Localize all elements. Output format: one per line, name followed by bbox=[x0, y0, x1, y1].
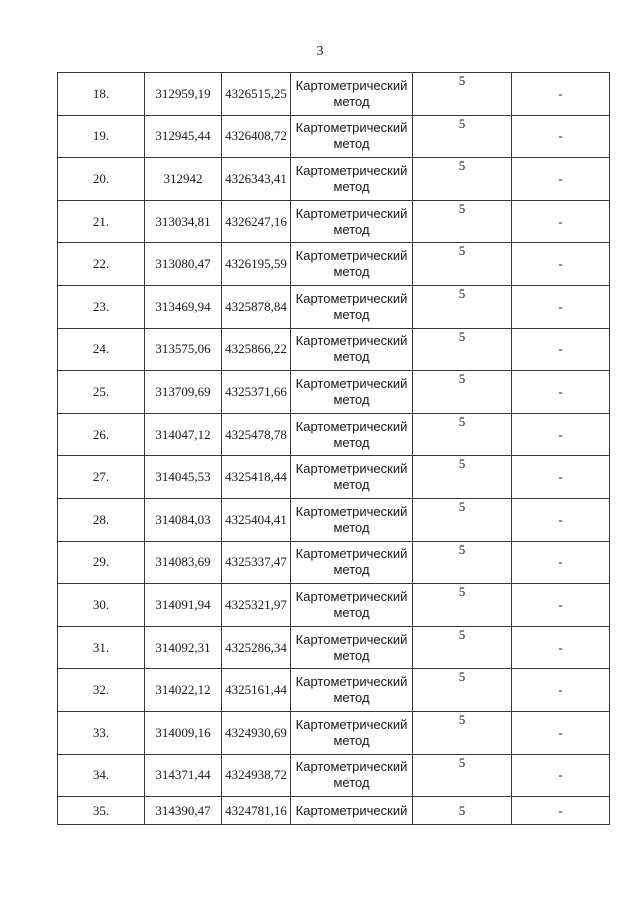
method-line-1: Картометрический bbox=[295, 120, 408, 136]
x-coordinate-cell: 313469,94 bbox=[145, 285, 222, 328]
accuracy-cell: 5 bbox=[413, 73, 512, 116]
y-coordinate-cell: 4326247,16 bbox=[222, 200, 291, 243]
point-number-cell: 23. bbox=[58, 285, 145, 328]
point-number-cell: 29. bbox=[58, 541, 145, 584]
method-cell bbox=[291, 73, 413, 116]
method-cell bbox=[291, 413, 413, 456]
point-number-cell: 21. bbox=[58, 200, 145, 243]
method-cell bbox=[291, 328, 413, 371]
y-coordinate-cell: 4325321,97 bbox=[222, 584, 291, 627]
accuracy-cell: 5 bbox=[413, 328, 512, 371]
point-number-cell: 30. bbox=[58, 584, 145, 627]
table-row bbox=[58, 711, 610, 754]
x-coordinate-cell: 314390,47 bbox=[145, 797, 222, 825]
x-coordinate-cell: 313034,81 bbox=[145, 200, 222, 243]
y-coordinate-cell: 4325866,22 bbox=[222, 328, 291, 371]
y-coordinate-cell: 4325418,44 bbox=[222, 456, 291, 499]
x-coordinate-cell: 312959,19 bbox=[145, 73, 222, 116]
method-line-1: Картометрический bbox=[295, 375, 408, 391]
method-line-2: метод bbox=[333, 391, 370, 407]
x-coordinate-cell: 312945,44 bbox=[145, 115, 222, 158]
accuracy-cell: 5 bbox=[413, 200, 512, 243]
method-line-1: Картометрический bbox=[295, 77, 408, 93]
point-number-cell: 26. bbox=[58, 413, 145, 456]
table-row bbox=[58, 413, 610, 456]
note-cell: - bbox=[512, 158, 610, 201]
x-coordinate-cell: 313709,69 bbox=[145, 371, 222, 414]
table-row bbox=[58, 456, 610, 499]
method-line-1: Картометрический bbox=[295, 588, 408, 604]
y-coordinate-cell: 4325404,41 bbox=[222, 498, 291, 541]
accuracy-cell: 5 bbox=[413, 584, 512, 627]
point-number-cell: 33. bbox=[58, 711, 145, 754]
note-cell: - bbox=[512, 115, 610, 158]
note-cell: - bbox=[512, 797, 610, 825]
accuracy-cell: 5 bbox=[413, 158, 512, 201]
note-cell: - bbox=[512, 456, 610, 499]
note-cell: - bbox=[512, 200, 610, 243]
x-coordinate-cell: 314083,69 bbox=[145, 541, 222, 584]
note-cell: - bbox=[512, 626, 610, 669]
y-coordinate-cell: 4325878,84 bbox=[222, 285, 291, 328]
note-cell: - bbox=[512, 711, 610, 754]
point-number-cell: 25. bbox=[58, 371, 145, 414]
accuracy-cell: 5 bbox=[413, 243, 512, 286]
accuracy-cell: 5 bbox=[413, 669, 512, 712]
method-cell bbox=[291, 456, 413, 499]
method-line-1: Картометрический bbox=[295, 674, 408, 690]
point-number-cell: 32. bbox=[58, 669, 145, 712]
accuracy-cell: 5 bbox=[413, 541, 512, 584]
method-cell bbox=[291, 158, 413, 201]
y-coordinate-cell: 4325286,34 bbox=[222, 626, 291, 669]
coordinates-table bbox=[57, 72, 610, 825]
note-cell: - bbox=[512, 498, 610, 541]
x-coordinate-cell: 314091,94 bbox=[145, 584, 222, 627]
method-cell bbox=[291, 285, 413, 328]
table-row bbox=[58, 285, 610, 328]
method-line-1: Картометрический bbox=[295, 205, 408, 221]
table-row bbox=[58, 243, 610, 286]
x-coordinate-cell: 313080,47 bbox=[145, 243, 222, 286]
y-coordinate-cell: 4324938,72 bbox=[222, 754, 291, 797]
method-line-2: метод bbox=[333, 732, 370, 748]
accuracy-cell: 5 bbox=[413, 115, 512, 158]
method-line-2: метод bbox=[333, 93, 370, 109]
y-coordinate-cell: 4325371,66 bbox=[222, 371, 291, 414]
method-line-2: метод bbox=[333, 178, 370, 194]
x-coordinate-cell: 314009,16 bbox=[145, 711, 222, 754]
method-cell bbox=[291, 797, 413, 825]
point-number-cell: 18. bbox=[58, 73, 145, 116]
y-coordinate-cell: 4325478,78 bbox=[222, 413, 291, 456]
method-line-2: метод bbox=[333, 604, 370, 620]
method-line-2: метод bbox=[333, 136, 370, 152]
accuracy-cell: 5 bbox=[413, 711, 512, 754]
point-number-cell: 24. bbox=[58, 328, 145, 371]
note-cell: - bbox=[512, 285, 610, 328]
table-row bbox=[58, 754, 610, 797]
table-row bbox=[58, 73, 610, 116]
method-line-1: Картометрический bbox=[295, 716, 408, 732]
accuracy-cell: 5 bbox=[413, 498, 512, 541]
method-line-1: Картометрический bbox=[295, 802, 408, 818]
note-cell: - bbox=[512, 541, 610, 584]
point-number-cell: 31. bbox=[58, 626, 145, 669]
y-coordinate-cell: 4326408,72 bbox=[222, 115, 291, 158]
method-line-2: метод bbox=[333, 349, 370, 365]
page-number: 3 bbox=[316, 44, 324, 59]
method-cell bbox=[291, 711, 413, 754]
accuracy-cell: 5 bbox=[413, 285, 512, 328]
accuracy-cell: 5 bbox=[413, 456, 512, 499]
method-cell bbox=[291, 115, 413, 158]
x-coordinate-cell: 314022,12 bbox=[145, 669, 222, 712]
accuracy-cell: 5 bbox=[413, 413, 512, 456]
table-row bbox=[58, 371, 610, 414]
accuracy-cell: 5 bbox=[413, 754, 512, 797]
note-cell: - bbox=[512, 371, 610, 414]
method-cell bbox=[291, 754, 413, 797]
table-row bbox=[58, 584, 610, 627]
method-line-1: Картометрический bbox=[295, 418, 408, 434]
accuracy-cell: 5 bbox=[413, 797, 512, 825]
method-cell bbox=[291, 243, 413, 286]
method-line-2: метод bbox=[333, 221, 370, 237]
method-line-2: метод bbox=[333, 647, 370, 663]
method-line-2: метод bbox=[333, 690, 370, 706]
method-line-2: метод bbox=[333, 434, 370, 450]
x-coordinate-cell: 313575,06 bbox=[145, 328, 222, 371]
table-row bbox=[58, 158, 610, 201]
method-line-2: метод bbox=[333, 264, 370, 280]
x-coordinate-cell: 314047,12 bbox=[145, 413, 222, 456]
method-cell bbox=[291, 541, 413, 584]
method-line-2: метод bbox=[333, 775, 370, 791]
method-line-1: Картометрический bbox=[295, 503, 408, 519]
accuracy-cell: 5 bbox=[413, 371, 512, 414]
y-coordinate-cell: 4325337,47 bbox=[222, 541, 291, 584]
note-cell: - bbox=[512, 754, 610, 797]
x-coordinate-cell: 312942 bbox=[145, 158, 222, 201]
method-line-1: Картометрический bbox=[295, 162, 408, 178]
y-coordinate-cell: 4324781,16 bbox=[222, 797, 291, 825]
note-cell: - bbox=[512, 584, 610, 627]
method-line-1: Картометрический bbox=[295, 461, 408, 477]
method-line-1: Картометрический bbox=[295, 631, 408, 647]
method-line-2: метод bbox=[333, 562, 370, 578]
table-row bbox=[58, 626, 610, 669]
method-line-2: метод bbox=[333, 519, 370, 535]
note-cell: - bbox=[512, 413, 610, 456]
point-number-cell: 34. bbox=[58, 754, 145, 797]
point-number-cell: 28. bbox=[58, 498, 145, 541]
x-coordinate-cell: 314092,31 bbox=[145, 626, 222, 669]
table-row bbox=[58, 115, 610, 158]
point-number-cell: 35. bbox=[58, 797, 145, 825]
method-line-1: Картометрический bbox=[295, 546, 408, 562]
note-cell: - bbox=[512, 328, 610, 371]
note-cell: - bbox=[512, 243, 610, 286]
x-coordinate-cell: 314371,44 bbox=[145, 754, 222, 797]
method-cell bbox=[291, 200, 413, 243]
method-line-1: Картометрический bbox=[295, 333, 408, 349]
table-row bbox=[58, 669, 610, 712]
y-coordinate-cell: 4326195,59 bbox=[222, 243, 291, 286]
method-cell bbox=[291, 584, 413, 627]
point-number-cell: 20. bbox=[58, 158, 145, 201]
method-cell bbox=[291, 626, 413, 669]
y-coordinate-cell: 4325161,44 bbox=[222, 669, 291, 712]
y-coordinate-cell: 4326515,25 bbox=[222, 73, 291, 116]
accuracy-cell: 5 bbox=[413, 626, 512, 669]
method-cell bbox=[291, 371, 413, 414]
point-number-cell: 19. bbox=[58, 115, 145, 158]
y-coordinate-cell: 4324930,69 bbox=[222, 711, 291, 754]
method-cell bbox=[291, 498, 413, 541]
method-line-1: Картометрический bbox=[295, 759, 408, 775]
point-number-cell: 27. bbox=[58, 456, 145, 499]
table-row bbox=[58, 200, 610, 243]
table-row bbox=[58, 541, 610, 584]
note-cell: - bbox=[512, 73, 610, 116]
point-number-cell: 22. bbox=[58, 243, 145, 286]
method-line-1: Картометрический bbox=[295, 290, 408, 306]
method-line-2: метод bbox=[333, 306, 370, 322]
method-line-2: метод bbox=[333, 477, 370, 493]
table-row bbox=[58, 498, 610, 541]
y-coordinate-cell: 4326343,41 bbox=[222, 158, 291, 201]
x-coordinate-cell: 314045,53 bbox=[145, 456, 222, 499]
note-cell: - bbox=[512, 669, 610, 712]
table-row bbox=[58, 328, 610, 371]
x-coordinate-cell: 314084,03 bbox=[145, 498, 222, 541]
table-body bbox=[58, 73, 610, 825]
method-line-1: Картометрический bbox=[295, 248, 408, 264]
table-row bbox=[58, 797, 610, 825]
method-cell bbox=[291, 669, 413, 712]
